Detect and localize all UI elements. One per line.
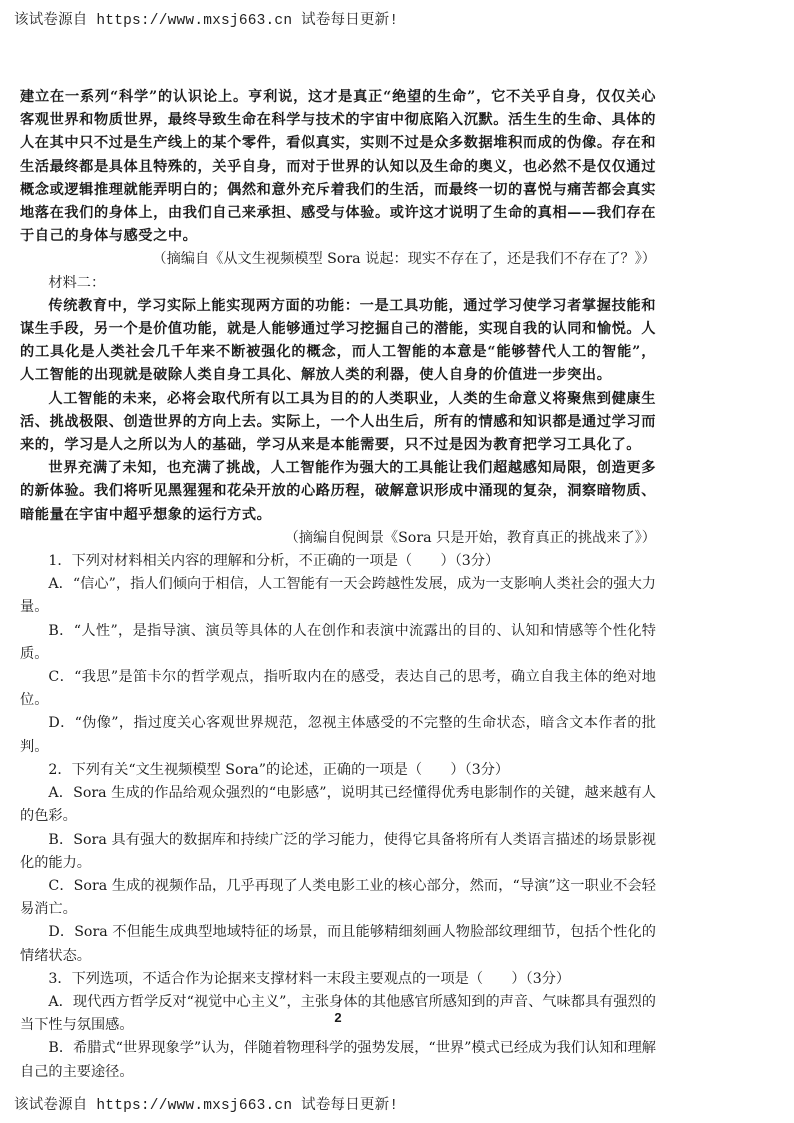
question-1-stem: 1．下列对材料相关内容的理解和分析，不正确的一项是（ ）（3分） [48, 553, 500, 570]
passage1-source: （摘编自《从文生视频模型 Sora 说起：现实不存在了，还是我们不存在了？》） [152, 251, 656, 268]
question-3-stem: 3．下列选项，不适合作为论据来支撑材料一末段主要观点的一项是（ ）（3分） [48, 970, 571, 987]
page-number: 2 [334, 1010, 342, 1025]
question-2-option-a: A．Sora 生成的作品给观众强烈的“电影感”，说明其已经懂得优秀电影制作的关键，越来越有人的色彩。 [20, 785, 656, 825]
passage2-paragraph-2: 人工智能的未来，必将会取代所有以工具为目的的人类职业，人类的生命意义将聚焦到健康生活、挑战极限、创造世界的方向上去。实际上，一个人出生后，所有的情感和知识都是通过学习而来的，学习是人之所以为人的基础，学习从来是本能需要，只不过是因为教育把学习工具化了。 [20, 390, 656, 454]
question-1-option-c: C．“我思”是笛卡尔的哲学观点，指听取内在的感受，表达自己的思考，确立自我主体的绝对地位。 [20, 669, 656, 709]
question-1-option-a: A．“信心”，指人们倾向于相信，人工智能有一天会跨越性发展，成为一支影响人类社会的强大力量。 [20, 576, 656, 616]
page-footer-watermark: 该试卷源自 https://www.mxsj663.cn 试卷每日更新! [14, 1098, 399, 1114]
page-header-watermark: 该试卷源自 https://www.mxsj663.cn 试卷每日更新! [14, 13, 399, 29]
exam-content [20, 86, 656, 1084]
question-1-option-d: D．“伪像”，指过度关心客观世界规范，忽视主体感受的不完整的生命状态，暗含文本作者的批判。 [20, 715, 656, 755]
passage2-source: （摘编自倪闽景《Sora 只是开始，教育真正的挑战来了》） [284, 529, 656, 546]
question-2-option-c: C．Sora 生成的视频作品，几乎再现了人类电影工业的核心部分，然而，“导演”这一职业不会轻易消亡。 [20, 877, 656, 918]
question-2-option-d: D．Sora 不但能生成典型地域特征的场景，而且能够精细刻画人物脸部纹理细节，包括个性化的情绪状态。 [20, 924, 656, 964]
passage2-paragraph-1: 传统教育中，学习实际上能实现两方面的功能：一是工具功能，通过学习使学习者掌握技能和谋生手段，另一个是价值功能，就是人能够通过学习挖掘自己的潜能，实现自我的认同和愉悦。人的工具化是人类社会几千年来不断被强化的概念，而人工智能的本意是“能够替代人工的智能”，人工智能的出现就是破除人类自身工具化、解放人类的利器，使人自身的价值进一步突出。 [20, 297, 656, 384]
question-1-option-b: B．“人性”，是指导演、演员等具体的人在创作和表演中流露出的目的、认知和情感等个性化特质。 [20, 622, 656, 662]
question-2-option-b: B．Sora 具有强大的数据库和持续广泛的学习能力，使得它具备将所有人类语言描述的场景影视化的能力。 [20, 831, 656, 871]
question-3-option-b: B．希腊式“世界现象学”认为，伴随着物理科学的强势发展，“世界”模式已经成为我们认知和理解自己的主要途径。 [20, 1040, 656, 1080]
question-3-option-a: A．现代西方哲学反对“视觉中心主义”，主张身体的其他感官所感知到的声音、气味都具有强烈的当下性与氛围感。 [20, 993, 656, 1034]
passage1-paragraph: 建立在一系列“科学”的认识论上。亨利说，这才是真正“绝望的生命”，它不关乎自身，仅仅关心客观世界和物质世界，最终导致生命在科学与技术的宇宙中彻底陷入沉默。活生生的生命、具体的人在其中只不过是生产线上的某个零件，看似真实，实则不过是众多数据堆积而成的伪像。存在和生活最终都是具体且特殊的，关乎自身，而对于世界的认知以及生命的奥义，也必然不是仅仅通过概念或逻辑推理就能弄明白的；偶然和意外充斥着我们的生活，而最终一切的喜悦与痛苦都会真实地落在我们的身体上，由我们自己来承担、感受与体验。或许这才说明了生命的真相——我们存在于自己的身体与感受之中。 [20, 89, 656, 245]
passage2-label: 材料二： [48, 274, 106, 291]
passage2-paragraph-3: 世界充满了未知，也充满了挑战，人工智能作为强大的工具能让我们超越感知局限，创造更多的新体验。我们将听见黑猩猩和花朵开放的心路历程，破解意识形成中涌现的复杂，洞察暗物质、暗能量在宇宙中超乎想象的运行方式。 [20, 460, 656, 523]
question-2-stem: 2．下列有关“文生视频模型 Sora”的论述，正确的一项是（ ）（3分） [48, 761, 510, 778]
